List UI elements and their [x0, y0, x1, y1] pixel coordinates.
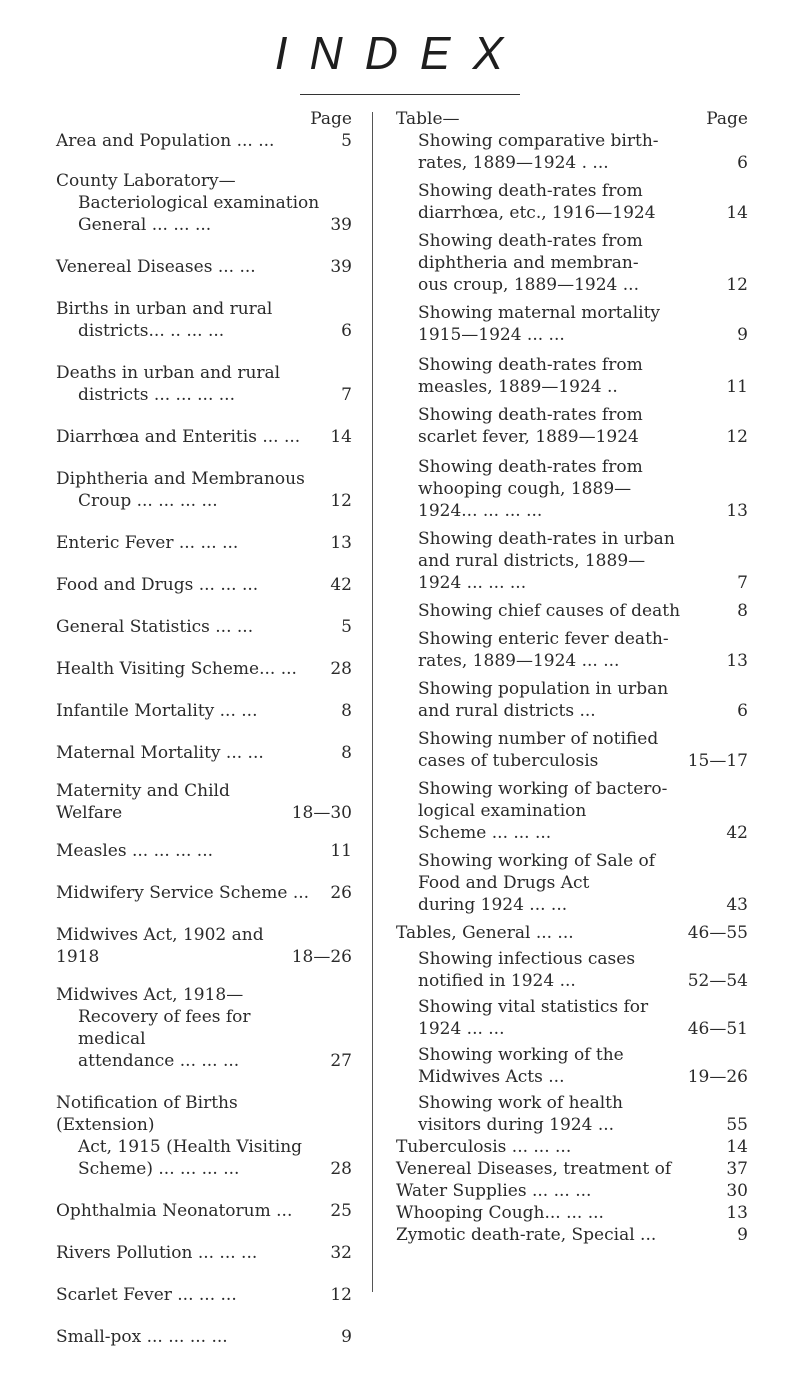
entry-page: 15—17 — [687, 751, 748, 771]
entry-label: ous croup, 1889—1924 ... — [418, 275, 639, 295]
entry-page: 8 — [737, 601, 748, 621]
left-entry-list — [56, 130, 352, 1348]
index-entry — [396, 1018, 748, 1040]
entry-page: 43 — [726, 895, 748, 915]
index-entry — [56, 1136, 352, 1158]
entry-page: 9 — [341, 1327, 352, 1347]
entry-label: Croup ... ... ... ... — [78, 491, 218, 511]
index-entry — [56, 1050, 352, 1072]
index-entry — [396, 778, 748, 800]
index-entry — [396, 230, 748, 252]
entry-page: 13 — [726, 651, 748, 671]
entry-label: rates, 1889—1924 . ... — [418, 153, 609, 173]
entry-label: Scheme ... ... ... — [418, 823, 552, 843]
entry-page: 12 — [330, 491, 352, 511]
entry-label: whooping cough, 1889— — [418, 479, 632, 499]
index-entry — [396, 700, 748, 722]
entry-label: Midwives Act, 1902 and 1918 — [56, 925, 264, 967]
index-entry — [56, 658, 352, 680]
entry-label: 1924... ... ... ... — [418, 501, 543, 521]
entry-label: Diarrhœa and Enteritis ... ... — [56, 427, 301, 447]
index-entry — [396, 600, 748, 622]
entry-label: measles, 1889—1924 .. — [418, 377, 618, 397]
index-entry — [396, 728, 748, 750]
entry-label: Tuberculosis ... ... ... — [396, 1137, 572, 1157]
index-entry — [56, 882, 352, 904]
index-entry — [396, 996, 748, 1018]
index-entry — [396, 800, 748, 822]
index-entry — [56, 490, 352, 512]
index-entry — [56, 1284, 352, 1306]
index-entry — [396, 376, 748, 398]
entry-label: Ophthalmia Neonatorum ... — [56, 1201, 293, 1221]
entry-page: 28 — [330, 1159, 352, 1179]
entry-label: Venereal Diseases, treatment of — [396, 1159, 672, 1179]
entry-label: Food and Drugs Act — [418, 873, 590, 893]
entry-label: Showing death-rates in urban — [418, 529, 675, 549]
entry-page: 18—30 — [291, 803, 352, 823]
index-entry — [56, 742, 352, 764]
entry-label: Showing comparative birth- — [418, 131, 659, 151]
index-entry — [396, 894, 748, 916]
entry-label: Midwives Acts ... — [418, 1067, 565, 1087]
index-entry — [396, 354, 748, 376]
entry-label: Venereal Diseases ... ... — [56, 257, 256, 277]
index-entry — [396, 970, 748, 992]
entry-label: rates, 1889—1924 ... ... — [418, 651, 620, 671]
index-entry — [396, 500, 748, 522]
entry-label: Showing death-rates from — [418, 355, 643, 375]
index-entry — [396, 324, 748, 346]
entry-label: Midwifery Service Scheme ... — [56, 883, 310, 903]
index-entry — [396, 650, 748, 672]
entry-page: 32 — [330, 1243, 352, 1263]
entry-label: Showing death-rates from — [418, 181, 643, 201]
index-entry — [56, 298, 352, 320]
entry-label: Whooping Cough... ... ... — [396, 1203, 604, 1223]
entry-label: General Statistics ... ... — [56, 617, 254, 637]
index-entry — [396, 1092, 748, 1114]
entry-label: Showing death-rates from — [418, 231, 643, 251]
index-entry — [56, 1092, 352, 1136]
entry-label: Showing death-rates from — [418, 405, 643, 425]
entry-page: 25 — [330, 1201, 352, 1221]
entry-label: Recovery of fees for medical — [78, 1007, 251, 1049]
entry-page: 46—55 — [687, 923, 748, 943]
entry-label: Notification of Births (Extension) — [56, 1093, 238, 1135]
index-entry — [396, 850, 748, 872]
index-entry — [56, 256, 352, 278]
entry-label: during 1924 ... ... — [418, 895, 568, 915]
entry-label: Showing vital statistics for — [418, 997, 649, 1017]
entry-page: 9 — [737, 325, 748, 345]
index-entry — [396, 252, 748, 274]
entry-label: Showing death-rates from — [418, 457, 643, 477]
index-entry — [396, 274, 748, 296]
index-entry — [396, 1136, 748, 1158]
index-entry — [396, 1066, 748, 1088]
index-entry — [396, 872, 748, 894]
index-entry — [56, 1006, 352, 1050]
entry-page: 28 — [330, 659, 352, 679]
entry-label: Act, 1915 (Health Visiting — [78, 1137, 303, 1157]
entry-label: Showing working of the — [418, 1045, 624, 1065]
entry-label: cases of tuberculosis — [418, 751, 599, 771]
entry-label: districts ... ... ... ... — [78, 385, 235, 405]
entry-page: 39 — [330, 257, 352, 277]
index-entry — [56, 840, 352, 862]
entry-label: Maternity and Child Welfare — [56, 781, 230, 823]
entry-page: 5 — [341, 617, 352, 637]
index-entry — [56, 1158, 352, 1180]
index-entry — [396, 922, 748, 944]
index-entry — [56, 532, 352, 554]
index-entry — [396, 572, 748, 594]
index-entry — [396, 678, 748, 700]
entry-label: Showing infectious cases — [418, 949, 636, 969]
entry-page: 27 — [330, 1051, 352, 1071]
entry-label: Showing working of Sale of — [418, 851, 656, 871]
entry-label: Showing working of bactero- — [418, 779, 668, 799]
entry-label: visitors during 1924 ... — [418, 1115, 615, 1135]
index-entry — [396, 130, 748, 152]
index-entry — [396, 1180, 748, 1202]
index-entry — [56, 214, 352, 236]
entry-label: Deaths in urban and rural — [56, 363, 281, 383]
table-heading: Table— — [396, 109, 460, 129]
entry-label: Midwives Act, 1918— — [56, 985, 244, 1005]
entry-label: Showing chief causes of death — [418, 601, 681, 621]
entry-label: Tables, General ... ... — [396, 923, 574, 943]
entry-label: Showing maternal mortality — [418, 303, 661, 323]
entry-page: 30 — [726, 1181, 748, 1201]
entry-page: 37 — [726, 1159, 748, 1179]
entry-page: 8 — [341, 701, 352, 721]
index-entry — [56, 426, 352, 448]
entry-page: 9 — [737, 1225, 748, 1245]
index-entry — [396, 528, 748, 550]
entry-page: 6 — [737, 701, 748, 721]
entry-label: scarlet fever, 1889—1924 — [418, 427, 639, 447]
index-entry — [56, 130, 352, 152]
entry-label: Maternal Mortality ... ... — [56, 743, 264, 763]
entry-page: 14 — [726, 1137, 748, 1157]
entry-label: Enteric Fever ... ... ... — [56, 533, 239, 553]
index-entry — [56, 1200, 352, 1222]
entry-label: Food and Drugs ... ... ... — [56, 575, 259, 595]
index-entry — [396, 1202, 748, 1224]
entry-page: 12 — [330, 1285, 352, 1305]
entry-label: 1924 ... ... ... — [418, 573, 527, 593]
index-entry — [396, 628, 748, 650]
entry-label: Bacteriological examination — [78, 193, 320, 213]
entry-label: diphtheria and membran- — [418, 253, 639, 273]
entry-page: 13 — [726, 1203, 748, 1223]
entry-label: notified in 1924 ... — [418, 971, 576, 991]
right-entry-list — [396, 130, 748, 1246]
entry-label: attendance ... ... ... — [78, 1051, 240, 1071]
index-entry — [396, 404, 748, 426]
index-entry — [56, 468, 352, 490]
entry-label: logical examination — [418, 801, 587, 821]
entry-page: 39 — [330, 215, 352, 235]
entry-label: Showing population in urban — [418, 679, 669, 699]
entry-page: 42 — [330, 575, 352, 595]
entry-label: Births in urban and rural — [56, 299, 273, 319]
index-entry — [396, 456, 748, 478]
index-entry — [56, 320, 352, 342]
entry-label: Area and Population ... ... — [56, 131, 275, 151]
entry-page: 13 — [330, 533, 352, 553]
entry-page: 7 — [341, 385, 352, 405]
index-entry — [396, 1224, 748, 1246]
entry-label: Health Visiting Scheme... ... — [56, 659, 297, 679]
entry-label: Rivers Pollution ... ... ... — [56, 1243, 258, 1263]
entry-label: Measles ... ... ... ... — [56, 841, 214, 861]
index-entry — [56, 984, 352, 1006]
entry-page: 6 — [341, 321, 352, 341]
entry-page: 12 — [726, 275, 748, 295]
page-column-header: Page — [706, 109, 748, 129]
index-entry — [396, 152, 748, 174]
entry-page: 46—51 — [687, 1019, 748, 1039]
column-divider — [372, 112, 373, 1292]
index-entry — [56, 362, 352, 384]
entry-label: County Laboratory— — [56, 171, 236, 191]
entry-label: Infantile Mortality ... ... — [56, 701, 258, 721]
entry-page: 14 — [330, 427, 352, 447]
entry-label: Showing number of notified — [418, 729, 659, 749]
index-entry — [56, 170, 352, 192]
index-entry — [396, 478, 748, 500]
entry-label: 1915—1924 ... ... — [418, 325, 565, 345]
index-entry — [56, 1326, 352, 1348]
entry-page: 55 — [726, 1115, 748, 1135]
entry-label: diarrhœa, etc., 1916—1924 — [418, 203, 656, 223]
index-title: INDEX — [274, 27, 526, 79]
index-entry — [56, 616, 352, 638]
index-entry — [396, 202, 748, 224]
title-underline — [300, 94, 520, 95]
index-entry — [56, 384, 352, 406]
entry-page: 8 — [341, 743, 352, 763]
entry-label: Scarlet Fever ... ... ... — [56, 1285, 237, 1305]
entry-page: 6 — [737, 153, 748, 173]
entry-page: 26 — [330, 883, 352, 903]
entry-label: Diphtheria and Membranous — [56, 469, 305, 489]
index-entry — [56, 192, 352, 214]
entry-label: General ... ... ... — [78, 215, 212, 235]
page-column-header: Page — [310, 109, 352, 129]
index-entry — [56, 574, 352, 596]
index-entry — [396, 550, 748, 572]
entry-label: and rural districts, 1889— — [418, 551, 646, 571]
entry-page: 7 — [737, 573, 748, 593]
left-column — [56, 108, 352, 1348]
entry-label: Small-pox ... ... ... ... — [56, 1327, 228, 1347]
index-entry — [396, 948, 748, 970]
index-entry — [396, 822, 748, 844]
index-entry — [56, 780, 352, 824]
entry-label: districts... .. ... ... — [78, 321, 225, 341]
entry-page: 42 — [726, 823, 748, 843]
entry-page: 18—26 — [291, 947, 352, 967]
index-entry — [396, 750, 748, 772]
entry-page: 52—54 — [687, 971, 748, 991]
entry-page: 12 — [726, 427, 748, 447]
index-entry — [56, 700, 352, 722]
index-entry — [56, 1242, 352, 1264]
entry-label: and rural districts ... — [418, 701, 596, 721]
right-column — [396, 108, 748, 1246]
right-header-row — [396, 108, 748, 130]
entry-label: Showing enteric fever death- — [418, 629, 669, 649]
index-entry — [396, 1044, 748, 1066]
entry-page: 5 — [341, 131, 352, 151]
index-entry — [56, 924, 352, 968]
index-entry — [396, 1114, 748, 1136]
index-entry — [396, 302, 748, 324]
entry-label: Water Supplies ... ... ... — [396, 1181, 592, 1201]
index-entry — [396, 426, 748, 448]
entry-page: 11 — [726, 377, 748, 397]
entry-page: 11 — [330, 841, 352, 861]
entry-page: 14 — [726, 203, 748, 223]
index-entry — [396, 1158, 748, 1180]
entry-label: Scheme) ... ... ... ... — [78, 1159, 240, 1179]
entry-label: 1924 ... ... — [418, 1019, 505, 1039]
entry-page: 13 — [726, 501, 748, 521]
index-entry — [396, 180, 748, 202]
entry-page: 19—26 — [687, 1067, 748, 1087]
entry-label: Showing work of health — [418, 1093, 623, 1113]
entry-label: Zymotic death-rate, Special ... — [396, 1225, 657, 1245]
